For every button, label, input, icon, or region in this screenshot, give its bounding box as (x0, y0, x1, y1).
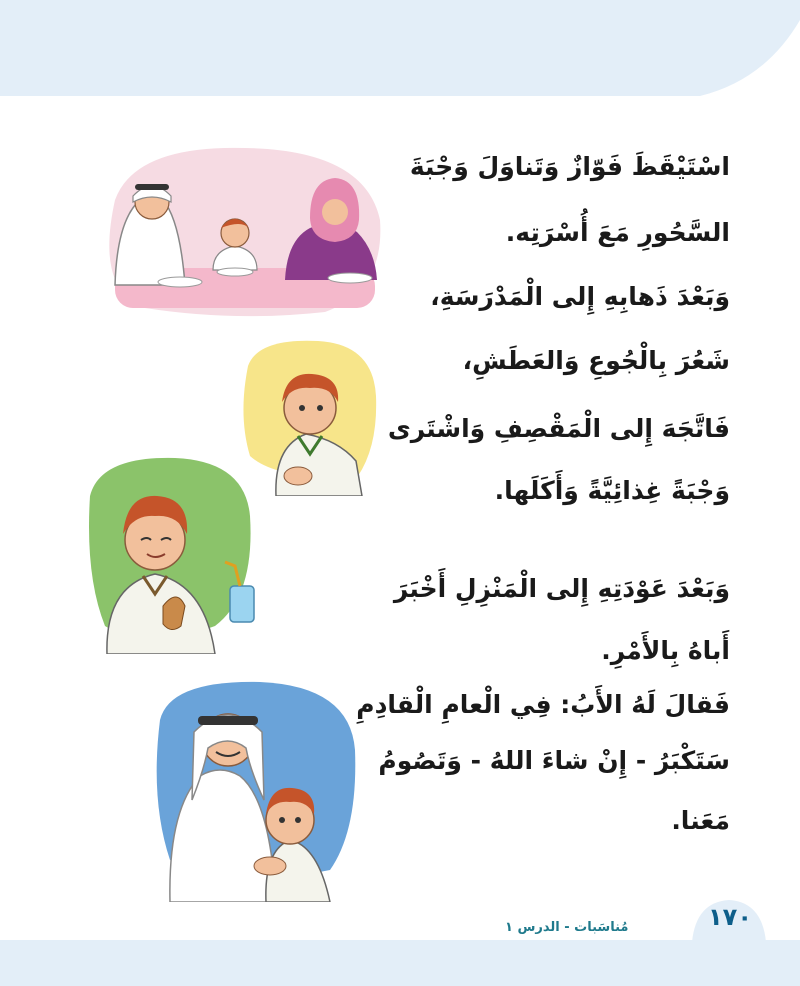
story-line: اسْتَيْقَظَ فَوّازٌ وَتَناوَلَ وَجْبَةَ (409, 152, 730, 181)
story-line: شَعُرَ بِالْجُوعِ وَالعَطَشِ، (462, 346, 730, 375)
story-line: فَقالَ لَهُ الأَبُ: فِي الْعامِ الْقادِمِ (356, 690, 730, 719)
story-line: فَاتَّجَهَ إِلى الْمَقْصِفِ وَاشْتَرى (387, 414, 730, 443)
story-line: مَعَنا. (671, 806, 730, 835)
boy-eating-illustration (85, 456, 265, 654)
story-line: وَبَعْدَ عَوْدَتِهِ إِلى الْمَنْزِلِ أَخْبَرَ (393, 574, 730, 603)
family-suhoor-illustration (95, 140, 385, 320)
story-line: سَتَكْبَرُ - إِنْ شاءَ اللهُ - وَتَصُومُ (378, 746, 730, 775)
story-line: أَباهُ بِالأَمْرِ. (601, 636, 730, 665)
story-line: السَّحُورِ مَعَ أُسْرَتِه. (505, 218, 730, 247)
story-line: وَجْبَةً غِذائِيَّةً وَأَكَلَها. (494, 476, 730, 505)
footer-band (0, 940, 800, 986)
lesson-title: مُناسَبات - الدرس ١ (505, 920, 629, 935)
header-band (0, 0, 800, 96)
page-number: ١٧٠ (708, 903, 752, 931)
story-line: وَبَعْدَ ذَهابِهِ إِلى الْمَدْرَسَةِ، (430, 282, 730, 311)
father-son-illustration (150, 680, 360, 902)
